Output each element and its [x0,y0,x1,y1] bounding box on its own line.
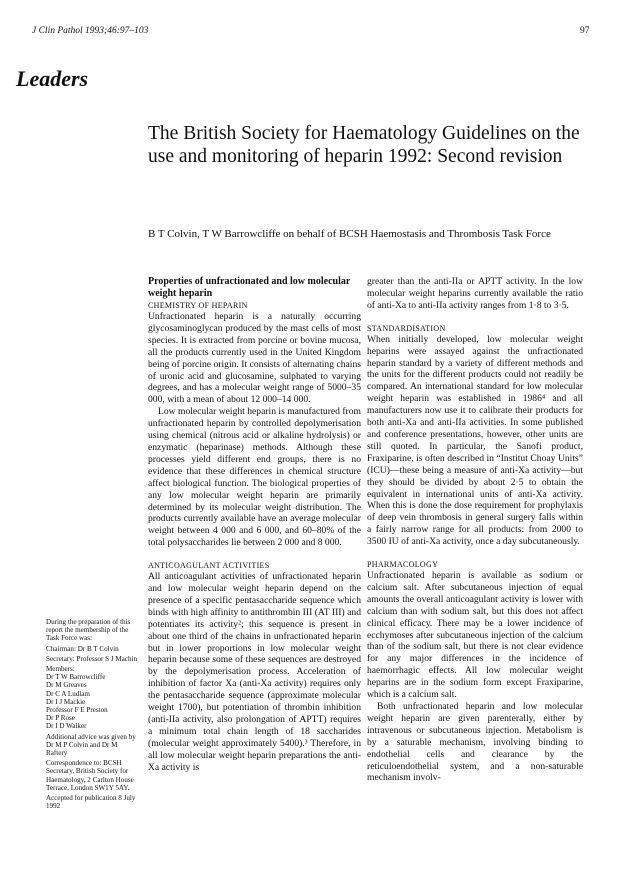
member-name: Dr I D Walker [46,722,87,731]
sidebar-intro: During the preparation of this report the membership of the Task Force was: [46,618,131,643]
member-name: Dr I J Mackie [46,697,86,706]
member-name: Dr C A Ludlam [46,689,90,698]
subheading-standardisation: STANDARDISATION [367,323,446,333]
subheading-chemistry: CHEMISTRY OF HEPARIN [148,301,248,310]
paragraph: greater than the anti-IIa or APTT activity. In the low molecular weight heparins currently available the ratio of anti-Xa to anti-IIa activity ranges from 1·8 to 3·5. [367,276,583,311]
member-name: Dr M Greaves [46,681,87,690]
sidebar-advice: Additional advice was given by Dr M P Colvin and Dr M Raftery [46,732,136,758]
section-heading: Properties of unfractionated and low molecular weight heparin [148,276,351,299]
member-name: Dr P Rose [46,714,75,723]
sidebar-notes [46,618,138,812]
paragraph: Unfractionated heparin is a naturally occurring glycosaminoglycan produced by the mast cells of most species. It is extracted from porcine or bovine mucosa, all the products currently used in the United Kingdom being of porcine origin. It consists of alternating chains of uronic acid and glucosamine, sulphated to varying degrees, and has a molecular weight range of 5000–35 000, with a mean of about 12 000–14 000. [148,311,361,406]
paragraph: Both unfractionated heparin and low molecular weight heparin are given parenterally, either by intravenous or subcutaneous injection. Metabolism is by a saturable mechanism, involving binding to endothelial cells and clearance by the reticuloendothelial system, and a non-saturable mechanism involv- [367,701,583,784]
author-line: B T Colvin, T W Barrowcliffe on behalf of BCSH Haemostasis and Thrombosis Task Force [148,228,551,240]
member-name: Dr T W Barrowcliffe [46,673,106,682]
paragraph: Low molecular weight heparin is manufactured from unfractionated heparin by controlled depolymerisation using chemical (nitrous acid or alkaline hydrolysis) or enzymatic (heparinase) methods. Although these processes yield different end groups, there is no evidence that these differences in chemical structure affect biological function. The biological properties of any low molecular weight heparin are primarily determined by its molecular weight distribution. The products currently available have an average molecular weight between 4 000 and 6 000, and 60–80% of the total polysaccharides lie between 2 000 and 8 000. [148,406,361,549]
running-head: J Clin Pathol 1993;46:97–103 [32,26,149,36]
paragraph: When initially developed, low molecular weight heparins were assayed against the unfractionated heparin standard by a variety of different methods and the units for the different products could not readily be compared. An international standard for low molecular weight heparin was established in 1986⁴ and all manufacturers now use it to calibrate their products for both anti-Xa and anti-IIa activities. In some published and conference presentations, however, other units are still quoted. In particular, the Sanofi product, Fraxiparine, is often described in “Institut Choay Units” (ICU)—these being a measure of anti-Xa activity—but they should be divided by about 2·5 to obtain the equivalent in international units of anti-Xa activity. When this is done the dose requirement for prophylaxis of deep vein thrombosis in general surgery falls within a fairly narrow range for all products: from 2000 to 3500 IU of anti-Xa activity, once a day subcutaneously. [367,333,583,548]
paragraph: Unfractionated heparin is available as sodium or calcium salt. After subcutaneous injection of equal amounts the overall anticoagulant activity is lower with calcium than with sodium salt, but this does not affect clinical efficacy. There may be a lower incidence of ecchymoses after subcutaneous injection of the calcium than of the sodium salt, but there is not clear evidence for any major differences in the incidence of haemorrhagic effects. All low molecular weight heparins are in the sodium form except Fraxiparine, which is a calcium salt. [367,570,583,701]
sidebar-accepted: Accepted for publication 8 July 1992 [46,794,136,811]
body-column-left [148,276,361,774]
members-heading: Members: [46,665,75,674]
subheading-pharmacology: PHARMACOLOGY [367,560,439,570]
sidebar-correspondence: Correspondence to: BCSH Secretary, British Society for Haematology, 2 Carlton House Terrace, London SW1Y 5AY. [46,759,134,792]
subheading-anticoagulant: ANTICOAGULANT ACTIVITIES [148,561,270,571]
article-title: The British Society for Haematology Guidelines on the use and monitoring of heparin 1992: Second revision [148,123,580,167]
member-name: Professor F E Preston [46,706,108,715]
sidebar-secretary: Secretary: Professor S J Machin [46,654,138,663]
body-column-right [367,276,583,784]
paragraph: All anticoagulant activities of unfractionated heparin and low molecular weight heparin depend on the presence of a specific pentasaccharide sequence which binds with high affinity to antithrombin III (AT III) and potentiates its activity²; this sequence is present in about one third of the chains in unfractionated heparin but in lower proportions in low molecular weight heparin because some of these sequences are destroyed by the depolymerisation process. Acceleration of inhibition of factor Xa (anti-Xa activity) requires only the pentasaccharide sequence (approximate molecular weight 1700), but potentiation of thrombin inhibition (anti-IIa activity, also prolongation of APTT) requires a minimum total chain length of 18 saccharides (molecular weight approximately 5400).³ Therefore, in all low molecular weight heparin preparations the anti-Xa activity is [148,571,361,773]
sidebar-members [46,665,138,731]
page-number: 97 [580,26,590,36]
section-label: Leaders [16,66,89,91]
sidebar-chairman: Chairman: Dr B T Colvin [46,644,119,653]
